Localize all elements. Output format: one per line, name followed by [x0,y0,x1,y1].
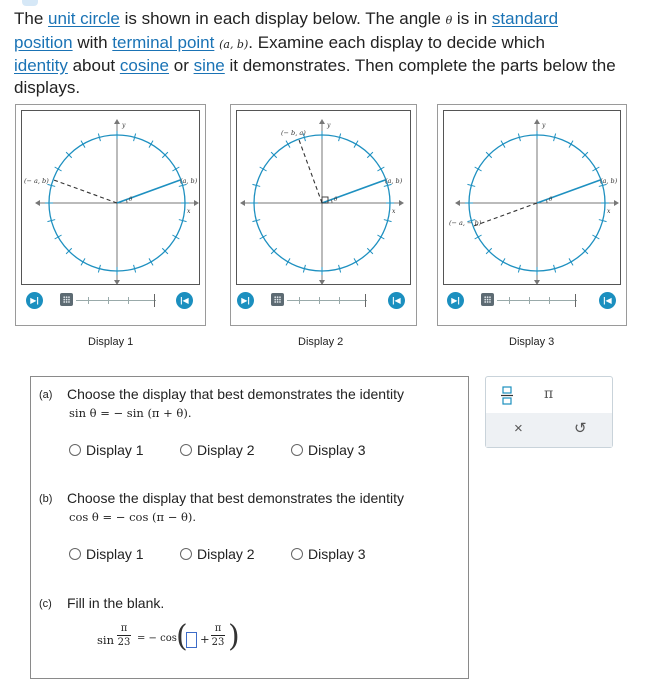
x-axis-label: x [392,208,396,215]
slider-tick [509,297,510,304]
fraction-icon [501,384,515,406]
top-bar [0,0,660,6]
display-3-panel [437,104,627,326]
circle-tick-mark [354,258,358,265]
circle-tick-mark [55,235,62,239]
link-sine[interactable]: sine [193,56,225,75]
circle-tick-mark [172,235,179,239]
display-1-controls [16,291,205,317]
display-3-plot [443,110,621,285]
angle-arc [126,200,127,203]
x-axis-arrow-icon [399,200,404,206]
circle-tick-mark [286,258,290,265]
display-1-panel [15,104,206,326]
point-label-main: (a, b) [600,177,618,185]
circle-tick-mark [81,258,85,265]
part-b-tag: (b) [39,493,53,505]
point-label-other: (− a, b) [24,177,49,185]
link-terminal-point[interactable]: terminal point [112,32,215,52]
slider-tick [88,297,89,304]
y-axis-label: y [327,122,331,129]
x-axis-arrow-left-icon [35,200,40,206]
circle-tick-mark [569,141,573,148]
equals-neg-cos: = − cos [137,633,177,644]
part-c-tag: (c) [39,598,52,610]
y-axis-label: y [542,122,546,129]
slider-tick [339,297,340,304]
display-2-slider-handle[interactable] [271,293,284,306]
left-paren: ( [176,619,188,654]
rhs-denominator: 23 [211,637,225,648]
slider-tick-end [154,294,155,307]
display-2-panel [230,104,417,326]
question-box [30,376,469,679]
rhs-numerator: π [214,623,222,634]
slider-tick [529,297,530,304]
circle-tick-mark [475,167,482,171]
x-axis-arrow-left-icon [455,200,460,206]
part-a-tag: (a) [39,389,53,401]
display-2-unit-circle [237,111,410,284]
circle-tick-mark [354,141,358,148]
circle-tick-mark [377,235,384,239]
math-tool-palette [485,376,613,448]
slider-tick [319,297,320,304]
terminal-point-math: (a, b) [219,37,249,51]
slider-tick [549,297,550,304]
radio-icon[interactable] [69,444,81,456]
part-c-equation [97,621,277,657]
display-3-slider-handle[interactable] [481,293,494,306]
circle-tick-mark [592,167,599,171]
plus-sign: + [200,632,210,646]
x-axis-label: x [187,208,191,215]
link-standard[interactable]: standard [491,9,559,28]
fraction-bar [117,635,131,636]
undo-button[interactable]: ↺ [574,420,587,437]
y-axis-arrow-icon [114,119,120,124]
angle-arc [331,200,332,203]
angle-theta-label: θ [549,197,553,203]
display-2-plot [236,110,411,285]
angle-theta-label: θ [334,197,338,203]
slider-tick-end [575,294,576,307]
part-b-prompt: Choose the display that best demonstrates the identity [67,490,404,506]
y-axis-arrow-down-icon [319,280,325,284]
circle-tick-mark [377,167,384,171]
display-1-plot [21,110,200,285]
lhs-fraction [117,623,131,648]
circle-tick-mark [286,141,290,148]
display-2-label: Display 2 [298,336,344,348]
y-axis-arrow-down-icon [114,280,120,284]
circle-tick-mark [260,235,267,239]
terminal-ray [537,180,601,203]
circle-tick-mark [260,167,267,171]
radio-icon[interactable] [180,444,192,456]
angle-theta-label: θ [129,197,133,203]
circle-tick-mark [501,258,505,265]
display-1-unit-circle [22,111,199,284]
x-axis-arrow-icon [194,200,199,206]
clear-button[interactable]: × [514,420,523,437]
angle-arc [546,200,547,203]
radio-icon[interactable] [69,548,81,560]
point-label-other: (− a, − b) [449,219,482,227]
reference-ray [299,139,322,203]
link-position[interactable]: position [14,32,73,52]
theta-symbol: θ [445,14,453,27]
right-paren: ) [228,619,240,654]
circle-tick-mark [569,258,573,265]
display-1-reset-button[interactable]: |◀ [176,292,193,309]
fraction-tool-button[interactable] [501,384,515,406]
part-b-identity: cos θ = − cos (π − θ). [69,510,197,524]
lhs-function: sin [97,633,114,647]
circle-tick-mark [172,167,179,171]
top-tab-chip [22,0,38,6]
display-1-slider-handle[interactable] [60,293,73,306]
radio-icon[interactable] [180,548,192,560]
part-a-identity: sin θ = − sin (π + θ). [69,406,192,420]
part-c-prompt: Fill in the blank. [67,595,165,611]
part-b-option-3[interactable]: Display 3 [291,546,366,562]
part-a-prompt: Choose the display that best demonstrates the identity [67,386,404,402]
x-axis-arrow-left-icon [240,200,245,206]
part-a-option-3[interactable]: Display 3 [291,442,366,458]
slider-tick [108,297,109,304]
circle-tick-mark [501,141,505,148]
link-unit-circle[interactable]: unit circle [48,9,120,28]
lhs-numerator: π [120,623,128,634]
y-axis-arrow-icon [319,119,325,124]
circle-tick-mark [475,235,482,239]
y-axis-arrow-down-icon [534,280,540,284]
slider-tick [128,297,129,304]
pi-tool-button[interactable]: π [544,386,554,402]
reference-ray [473,203,537,226]
display-2-reset-button[interactable]: |◀ [388,292,405,309]
part-b-option-1[interactable]: Display 1 [69,546,144,562]
x-axis-label: x [607,208,611,215]
point-label-main: (a, b) [180,177,198,185]
circle-tick-mark [149,141,153,148]
y-axis-label: y [122,122,126,129]
radio-icon[interactable] [291,444,303,456]
slider-tick [299,297,300,304]
circle-tick-mark [149,258,153,265]
display-1-label: Display 1 [88,336,134,348]
answer-blank[interactable] [186,631,197,649]
part-a-option-2[interactable]: Display 2 [180,442,255,458]
circle-tick-mark [81,141,85,148]
slider-tick-end [365,294,366,307]
display-3-label: Display 3 [509,336,555,348]
display-1-play-button[interactable]: ▶| [26,292,43,309]
tool-actions-row [486,413,612,447]
reference-ray [53,180,117,203]
x-axis-arrow-icon [614,200,619,206]
link-cosine[interactable]: cosine [119,56,170,75]
circle-tick-mark [592,235,599,239]
display-3-unit-circle [444,111,620,284]
circle-tick-mark [55,167,62,171]
display-2-controls [231,291,416,317]
fraction-bar [211,635,225,636]
rhs-fraction [211,623,225,648]
link-identity[interactable]: identity [14,56,68,75]
lhs-denominator: 23 [117,637,131,648]
radio-icon[interactable] [291,548,303,560]
part-a-option-1[interactable]: Display 1 [69,442,144,458]
display-3-play-button[interactable]: ▶| [447,292,464,309]
point-label-main: (a, b) [385,177,403,185]
y-axis-arrow-icon [534,119,540,124]
display-2-play-button[interactable]: ▶| [237,292,254,309]
point-label-other: (− b, a) [281,129,306,137]
instructions: The unit circle is shown in each display below. The angle θ is in standard position with terminal point (a, b). Examine each display to decide which identity about cosine or sine it demonstrates. Then complete the parts below the displays. [14,9,616,97]
part-b-option-2[interactable]: Display 2 [180,546,255,562]
display-3-controls [438,291,626,317]
display-3-reset-button[interactable]: |◀ [599,292,616,309]
